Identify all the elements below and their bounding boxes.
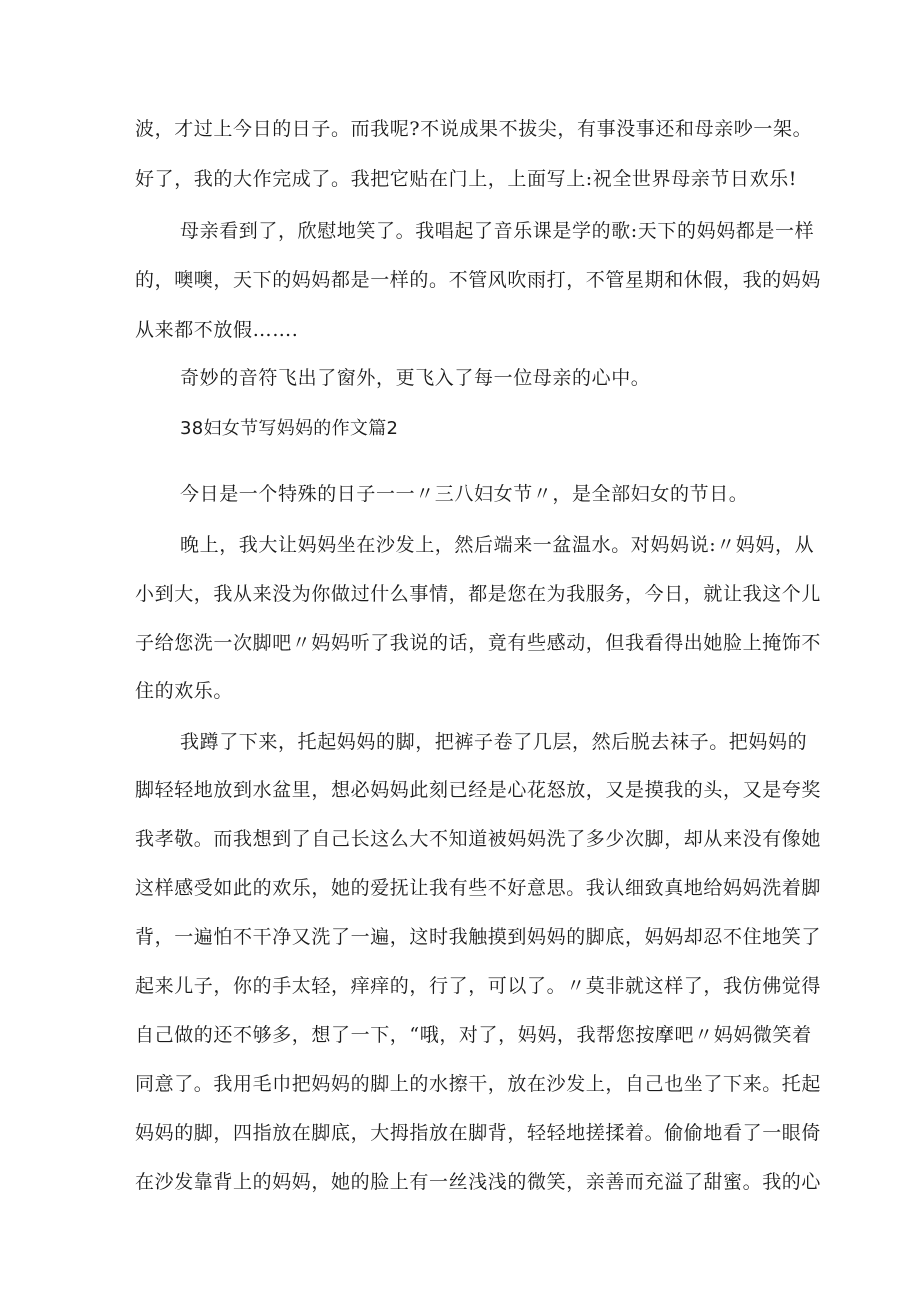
section-heading: 38妇女节写妈妈的作文篇2 bbox=[180, 418, 399, 439]
text-line: 自己做的还不够多，想了一下，“哦，对了，妈妈，我帮您按摩吧〃妈妈微笑着 bbox=[135, 1024, 812, 1046]
text-line: 同意了。我用毛巾把妈妈的脚上的水擦干，放在沙发上，自己也坐了下来。托起 bbox=[135, 1073, 822, 1095]
paragraph-start-line: 晚上，我大让妈妈坐在沙发上，然后端来一盆温水。对妈妈说:〃妈妈，从 bbox=[180, 534, 815, 556]
text-line: 住的欢乐。 bbox=[135, 680, 234, 702]
text-line: 妈妈的脚，四指放在脚底，大拇指放在脚背，轻轻地搓揉着。偷偷地看了一眼倚 bbox=[135, 1122, 822, 1144]
text-line: 好了，我的大作完成了。我把它贴在门上，上面写上:祝全世界母亲节日欢乐! bbox=[135, 168, 798, 190]
paragraph-start-line: 奇妙的音符飞出了窗外，更飞入了每一位母亲的心中。 bbox=[180, 367, 651, 389]
paragraph-start-line: 母亲看到了，欣慰地笑了。我唱起了音乐课是学的歌:天下的妈妈都是一样 bbox=[180, 220, 815, 242]
text-line: 的，噢噢，天下的妈妈都是一样的。不管风吹雨打，不管星期和休假，我的妈妈 bbox=[135, 269, 822, 291]
text-line: 波，才过上今日的日子。而我呢?不说成果不拔尖，有事没事还和母亲吵一架。 bbox=[135, 118, 813, 140]
text-line: 这样感受如此的欢乐，她的爱抚让我有些不好意思。我认细致真地给妈妈洗着脚 bbox=[135, 877, 822, 899]
text-line: 在沙发靠背上的妈妈，她的脸上有一丝浅浅的微笑，亲善而充溢了甜蜜。我的心 bbox=[135, 1171, 822, 1193]
paragraph-start-line: 今日是一个特殊的日子一一〃三八妇女节〃，是全部妇女的节日。 bbox=[180, 483, 749, 505]
text-line: 小到大，我从来没为你做过什么事情，都是您在为我服务，今日，就让我这个儿 bbox=[135, 583, 822, 605]
text-line: 脚轻轻地放到水盆里，想必妈妈此刻已经是心花怒放，又是摸我的头，又是夸奖 bbox=[135, 779, 822, 801]
text-line: 子给您洗一次脚吧〃妈妈听了我说的话，竟有些感动，但我看得出她脸上掩饰不 bbox=[135, 632, 822, 654]
text-line: 我孝敬。而我想到了自己长这么大不知道被妈妈洗了多少次脚，却从来没有像她 bbox=[135, 828, 822, 850]
paragraph-start-line: 我蹲了下来，托起妈妈的脚，把裤子卷了几层，然后脱去袜子。把妈妈的 bbox=[180, 731, 808, 753]
text-line: 背，一遍怕不干净又洗了一遍，这时我触摸到妈妈的脚底，妈妈却忍不住地笑了 bbox=[135, 926, 822, 948]
text-line: 起来儿子，你的手太轻，痒痒的，行了，可以了。〃莫非就这样了，我仿佛觉得 bbox=[135, 975, 822, 997]
text-line: 从来都不放假……. bbox=[135, 319, 299, 341]
